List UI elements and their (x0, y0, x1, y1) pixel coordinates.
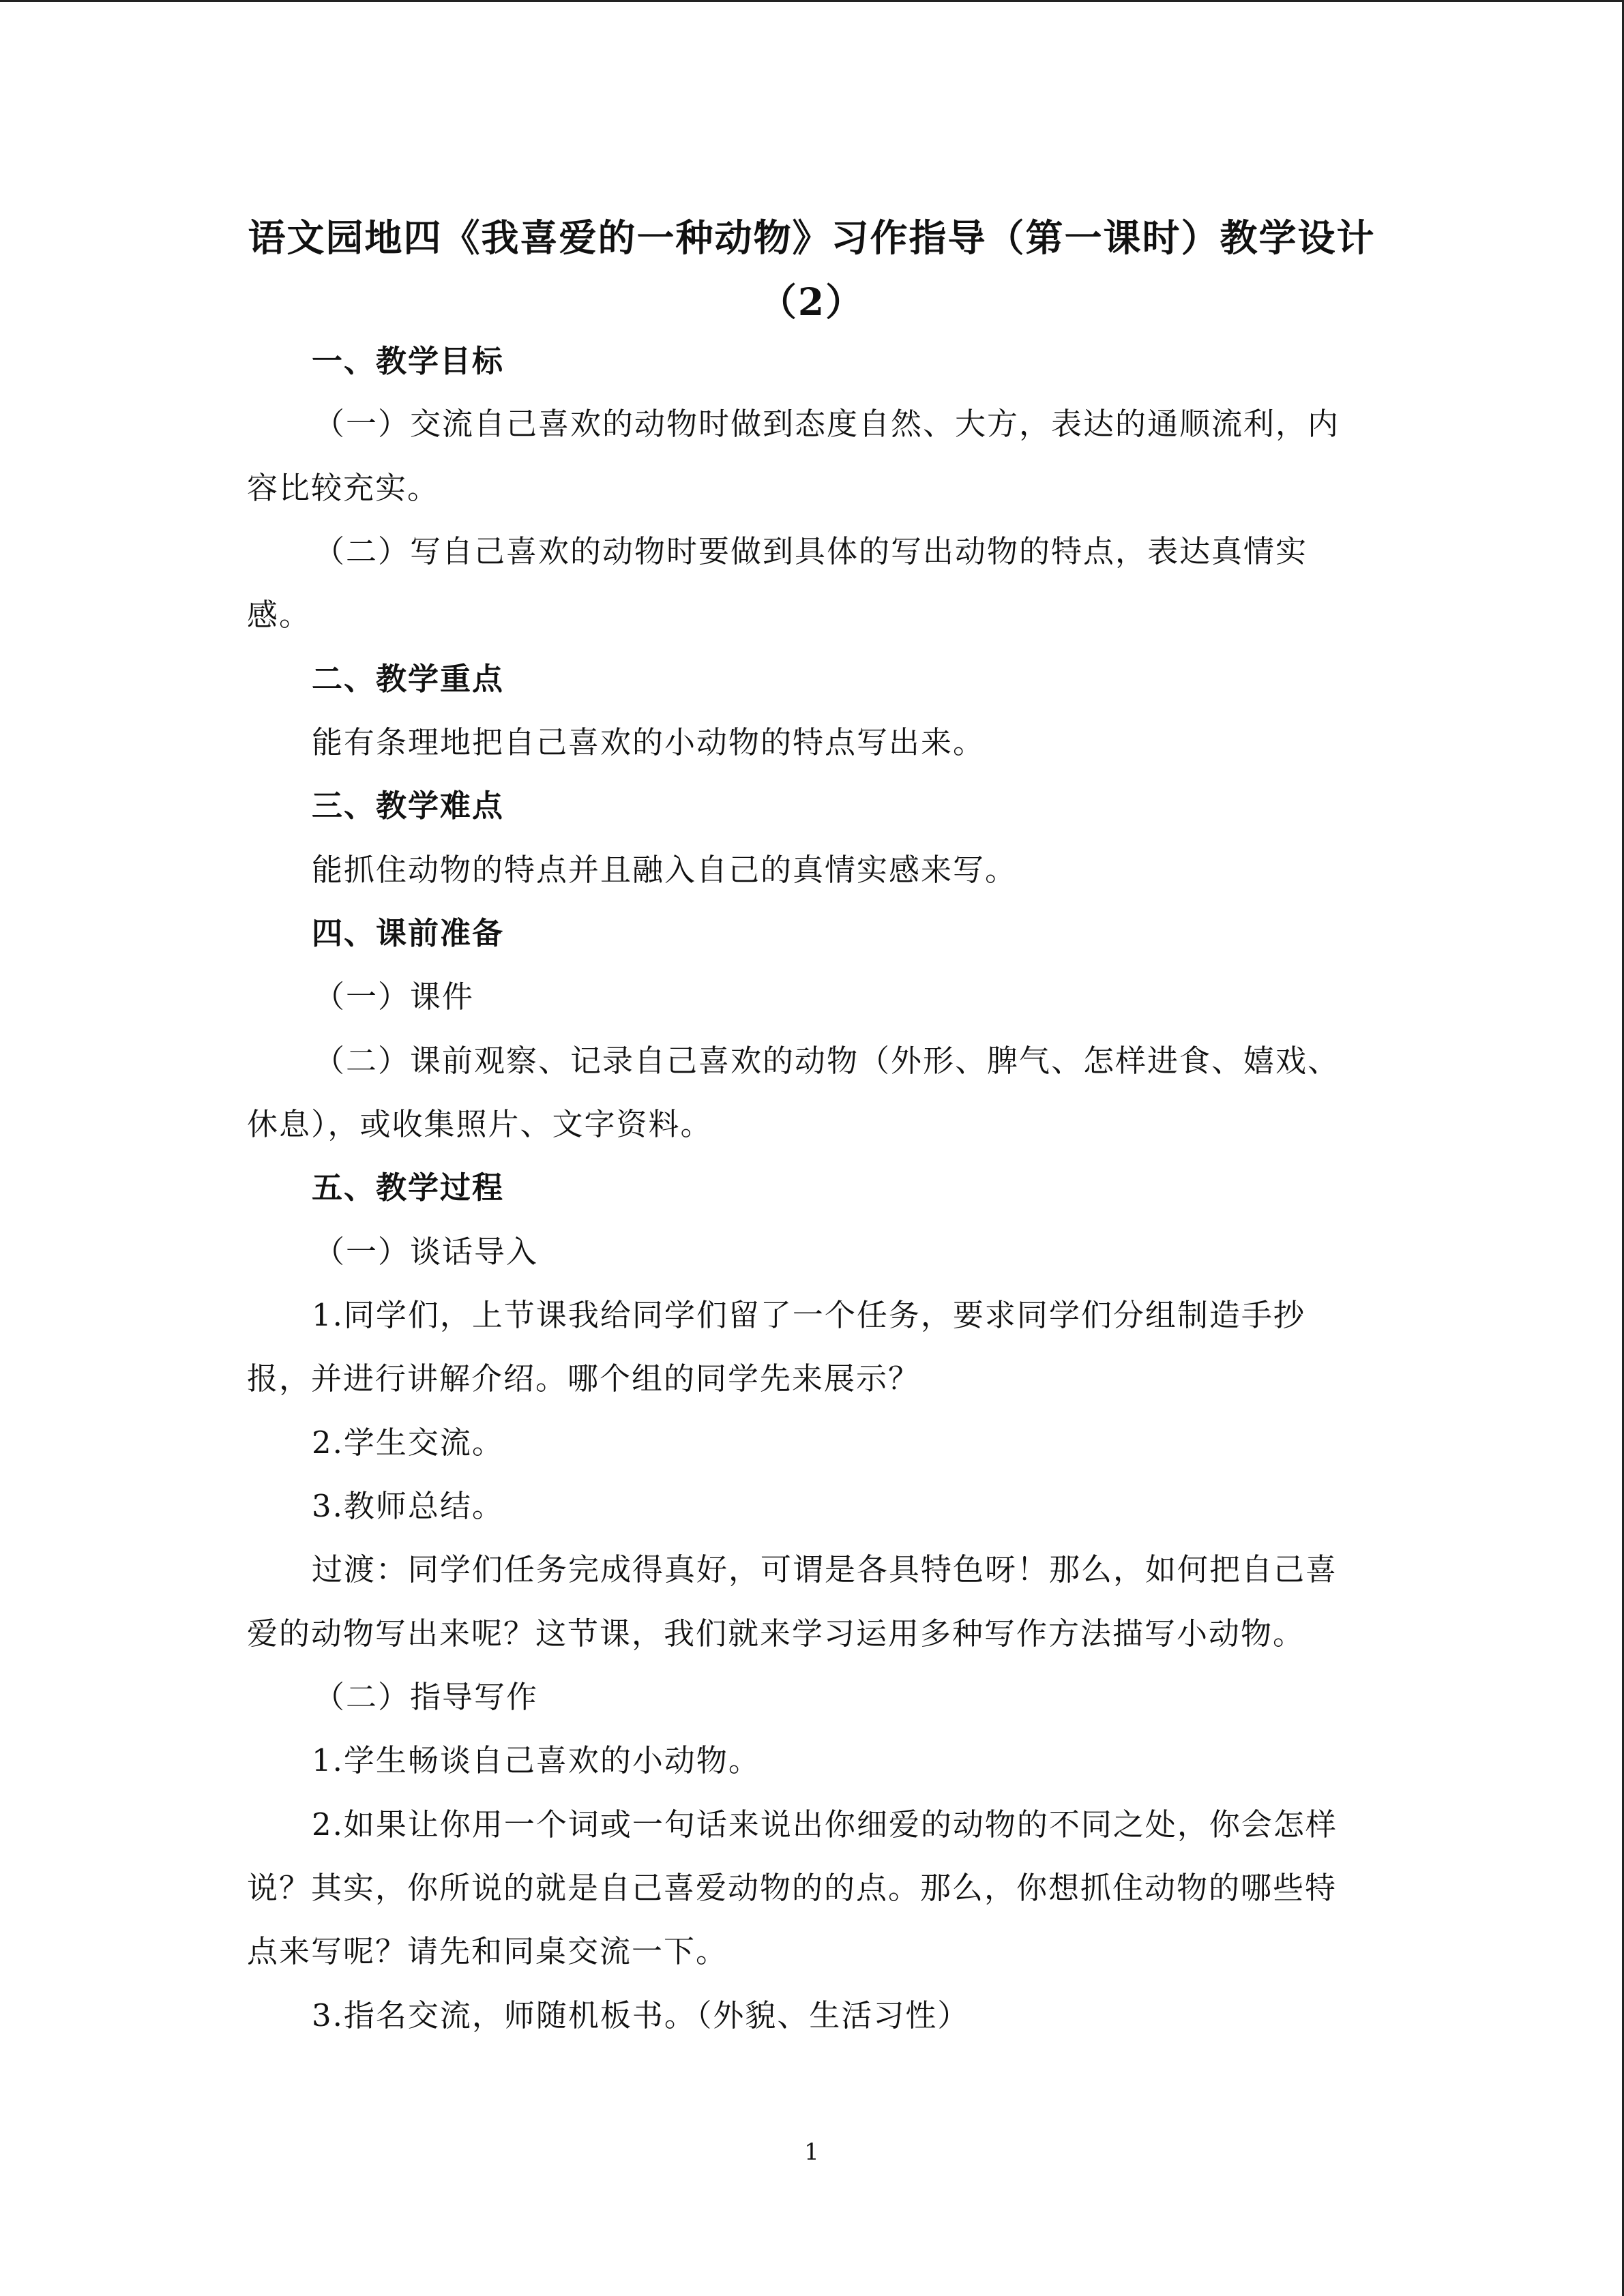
paragraph-line: 点来写呢？请先和同桌交流一下。 (247, 1933, 728, 1969)
paragraph-line: 1.同学们，上节课我给同学们留了一个任务，要求同学们分组制造手抄 (312, 1297, 1305, 1333)
paragraph-line: （二）指导写作 (314, 1679, 539, 1715)
paragraph-line: 容比较充实。 (247, 470, 440, 506)
paragraph-line: 感。 (247, 597, 312, 633)
section-heading-preparation: 四、课前准备 (312, 915, 505, 951)
section-heading-key-points: 二、教学重点 (312, 661, 505, 697)
section-heading-process: 五、教学过程 (312, 1169, 505, 1206)
document-title: 语文园地四《我喜爱的一种动物》习作指导（第一课时）教学设计 (248, 215, 1376, 260)
section-heading-objectives: 一、教学目标 (312, 343, 505, 379)
paragraph-line: （一）谈话导入 (314, 1234, 539, 1270)
paragraph-line: 3.指名交流，师随机板书。（外貌、生活习性） (312, 1997, 970, 2033)
paragraph-line: 说？其实，你所说的就是自己喜爱动物的的点。那么，你想抓住动物的哪些特 (247, 1870, 1338, 1906)
paragraph-line: （一）课件 (314, 979, 475, 1015)
document-title-continuation: （2） (758, 280, 865, 324)
page-number: 1 (804, 2138, 819, 2166)
paragraph-line: 能有条理地把自己喜欢的小动物的特点写出来。 (312, 724, 986, 760)
paragraph-line: 3.教师总结。 (312, 1488, 504, 1524)
section-heading-difficulties: 三、教学难点 (312, 788, 505, 824)
paragraph-line: 休息），或收集照片、文字资料。 (247, 1106, 713, 1142)
paragraph-line: 1.学生畅谈自己喜欢的小动物。 (312, 1742, 761, 1778)
paragraph-line: （一）交流自己喜欢的动物时做到态度自然、大方，表达的通顺流利，内 (314, 406, 1340, 442)
paragraph-line: 过渡：同学们任务完成得真好，可谓是各具特色呀！那么，如何把自己喜 (312, 1551, 1338, 1587)
paragraph-line: （二）课前观察、记录自己喜欢的动物（外形、脾气、怎样进食、嬉戏、 (314, 1043, 1340, 1079)
paragraph-line: 2.学生交流。 (312, 1425, 504, 1461)
paragraph-line: （二）写自己喜欢的动物时要做到具体的写出动物的特点，表达真情实 (314, 533, 1308, 569)
paragraph-line: 2.如果让你用一个词或一句话来说出你细爱的动物的不同之处，你会怎样 (312, 1806, 1338, 1843)
paragraph-line: 爱的动物写出来呢？这节课，我们就来学习运用多种写作方法描写小动物。 (247, 1615, 1305, 1652)
paragraph-line: 能抓住动物的特点并且融入自己的真情实感来写。 (312, 852, 1018, 888)
paragraph-line: 报，并进行讲解介绍。哪个组的同学先来展示？ (247, 1360, 921, 1397)
